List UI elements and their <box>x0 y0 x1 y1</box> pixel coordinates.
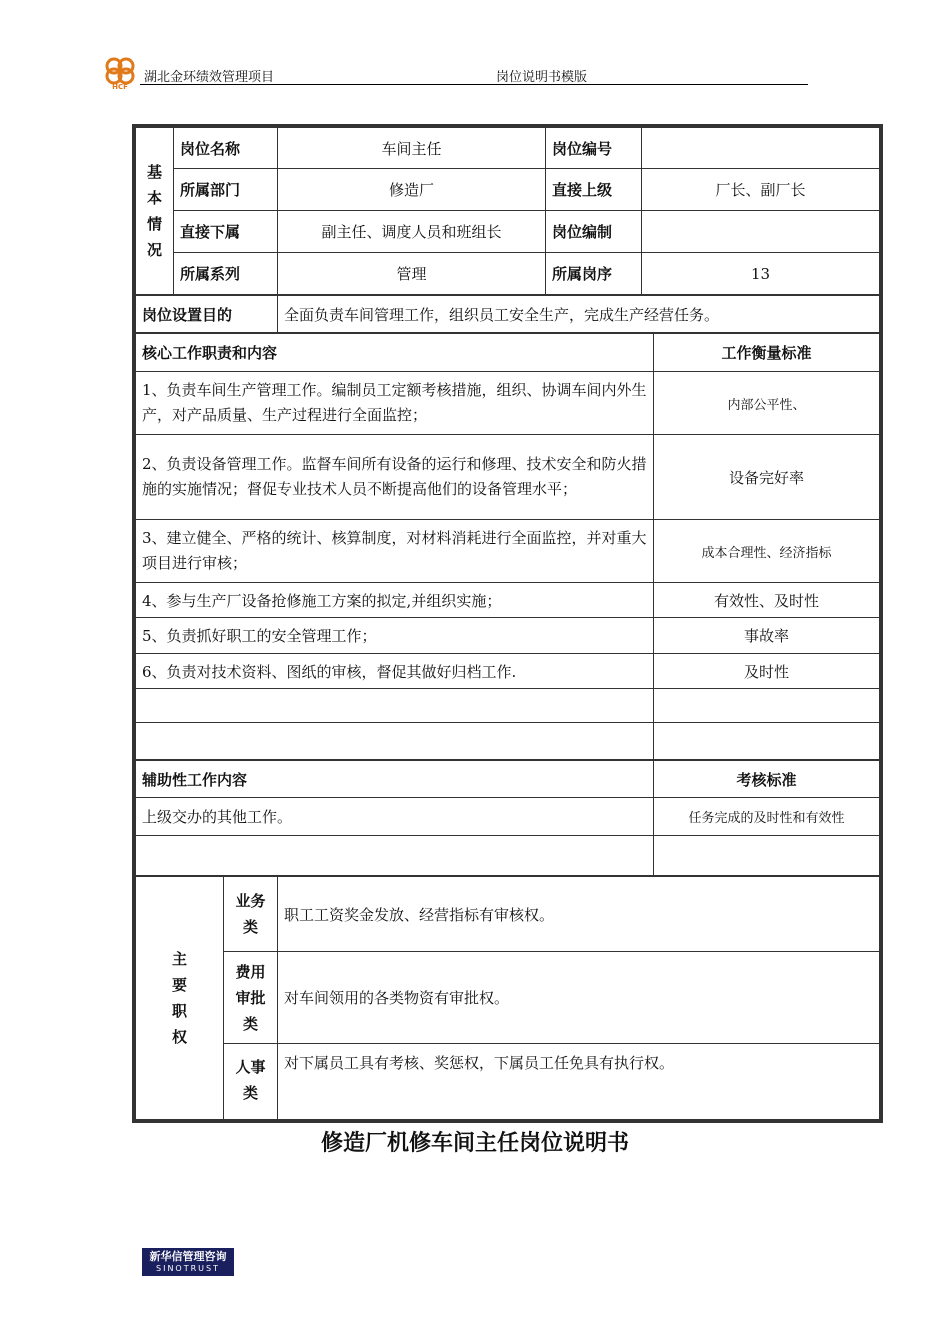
project-name: 湖北金环绩效管理项目 <box>144 70 275 85</box>
authority-row <box>136 1044 880 1120</box>
job-description-form <box>132 124 883 1123</box>
field-label: 直接下属 <box>174 211 278 253</box>
hcf-logo-icon <box>100 54 140 90</box>
duty-standard: 事故率 <box>654 618 880 654</box>
core-header-duties: 核心工作职责和内容 <box>136 334 654 372</box>
empty-row <box>136 689 880 723</box>
aux-header-standard: 考核标准 <box>654 761 880 798</box>
sinotrust-logo <box>142 1248 234 1276</box>
duty-standard: 成本合理性、经济指标 <box>654 520 880 583</box>
basic-row <box>136 128 880 169</box>
duty-text: 5、负责抓好职工的安全管理工作； <box>136 618 654 654</box>
field-label: 所属系列 <box>174 253 278 295</box>
authority-text: 对下属员工具有考核、奖惩权，下属员工任免具有执行权。 <box>278 1044 880 1120</box>
aux-content: 上级交办的其他工作。 <box>136 798 654 836</box>
field-value: 副主任、调度人员和班组长 <box>278 211 546 253</box>
authority-text: 对车间领用的各类物资有审批权。 <box>278 952 880 1044</box>
authority-row <box>136 952 880 1044</box>
aux-work-table <box>135 760 880 876</box>
duty-standard: 有效性、及时性 <box>654 583 880 618</box>
table-row <box>136 654 880 689</box>
field-value: 厂长、副厂长 <box>642 169 880 211</box>
basic-info-label: 基 本 情 况 <box>136 128 174 295</box>
table-row <box>136 435 880 520</box>
basic-info-table <box>135 127 880 295</box>
core-duties-table <box>135 333 880 760</box>
duty-standard: 及时性 <box>654 654 880 689</box>
duty-standard: 内部公平性、 <box>654 372 880 435</box>
footer-logo-cn: 新华信管理咨询 <box>149 1250 227 1263</box>
field-label: 直接上级 <box>546 169 642 211</box>
authority-category: 人事 类 <box>224 1044 278 1120</box>
footer-logo-en: SINOTRUST <box>156 1264 220 1273</box>
field-label: 所属部门 <box>174 169 278 211</box>
field-label: 岗位编制 <box>546 211 642 253</box>
field-value: 管理 <box>278 253 546 295</box>
logo-text: HCF <box>112 83 128 90</box>
basic-row <box>136 211 880 253</box>
field-value <box>642 211 880 253</box>
basic-row <box>136 169 880 211</box>
authority-category: 费用 审批 类 <box>224 952 278 1044</box>
empty-row <box>136 836 880 876</box>
authority-text: 职工工资奖金发放、经营指标有审核权。 <box>278 877 880 952</box>
duty-standard: 设备完好率 <box>654 435 880 520</box>
aux-header-row <box>136 761 880 798</box>
duty-text: 6、负责对技术资料、图纸的审核，督促其做好归档工作. <box>136 654 654 689</box>
table-row <box>136 583 880 618</box>
purpose-table <box>135 295 880 333</box>
duty-text: 4、参与生产厂设备抢修施工方案的拟定,并组织实施； <box>136 583 654 618</box>
purpose-label: 岗位设置目的 <box>136 296 278 333</box>
field-value: 车间主任 <box>278 128 546 169</box>
table-row <box>136 618 880 654</box>
empty-row <box>136 723 880 760</box>
table-row <box>136 372 880 435</box>
table-row <box>136 520 880 583</box>
field-value: 修造厂 <box>278 169 546 211</box>
basic-row <box>136 253 880 295</box>
page-header <box>100 54 808 94</box>
authority-row <box>136 877 880 952</box>
core-header-row <box>136 334 880 372</box>
duty-text: 1、负责车间生产管理工作。编制员工定额考核措施，组织、协调车间内外生产，对产品质量、生产过程进行全面监控； <box>136 372 654 435</box>
field-label: 岗位编号 <box>546 128 642 169</box>
purpose-text: 全面负责车间管理工作，组织员工安全生产，完成生产经营任务。 <box>278 296 880 333</box>
field-label: 岗位名称 <box>174 128 278 169</box>
authority-category: 业务 类 <box>224 877 278 952</box>
template-name: 岗位说明书模版 <box>496 70 588 85</box>
field-value <box>642 128 880 169</box>
field-value: 13 <box>642 253 880 295</box>
core-header-standard: 工作衡量标准 <box>654 334 880 372</box>
duty-text: 3、建立健全、严格的统计、核算制度，对材料消耗进行全面监控，并对重大项目进行审核； <box>136 520 654 583</box>
authority-label: 主 要 职 权 <box>136 877 224 1120</box>
header-rule <box>140 84 808 85</box>
aux-standard: 任务完成的及时性和有效性 <box>654 798 880 836</box>
duty-text: 2、负责设备管理工作。监督车间所有设备的运行和修理、技术安全和防火措施的实施情况；督促专业技术人员不断提高他们的设备管理水平； <box>136 435 654 520</box>
aux-header-content: 辅助性工作内容 <box>136 761 654 798</box>
table-row <box>136 798 880 836</box>
field-label: 所属岗序 <box>546 253 642 295</box>
authority-table <box>135 876 880 1120</box>
document-title: 修造厂机修车间主任岗位说明书 <box>320 1131 629 1156</box>
